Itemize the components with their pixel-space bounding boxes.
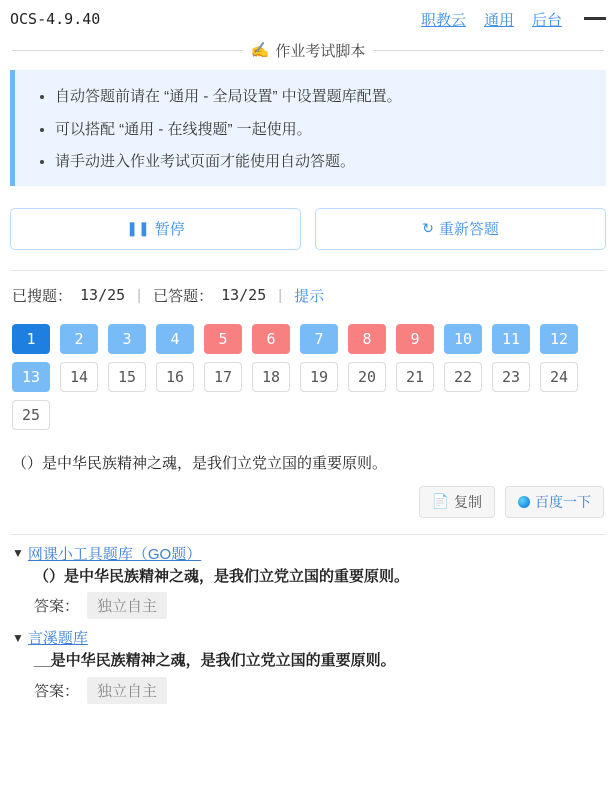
- answer-source-name[interactable]: 言溪题库: [27, 630, 88, 648]
- restart-button-label: 重新答题: [438, 221, 499, 238]
- answer-source-question: （）是中华民族精神之魂，是我们立党立国的重要原则。: [34, 567, 410, 585]
- pause-icon: ❚❚: [126, 220, 150, 236]
- pencil-icon: ✍: [250, 42, 270, 59]
- nav-link-general[interactable]: 通用: [483, 11, 514, 29]
- question-number-button[interactable]: 23: [492, 362, 530, 392]
- app-version-label: OCS-4.9.40: [10, 10, 101, 28]
- answer-row: [34, 677, 604, 704]
- answer-source-header[interactable]: [12, 543, 604, 564]
- question-number-button[interactable]: 21: [396, 362, 434, 392]
- caret-down-icon[interactable]: ▼: [12, 630, 24, 645]
- answer-source-name[interactable]: 网课小工具题库（GO题）: [27, 545, 202, 563]
- copy-button[interactable]: [419, 486, 495, 518]
- question-number-button[interactable]: 5: [204, 324, 242, 354]
- question-number-button[interactable]: 9: [396, 324, 434, 354]
- answer-row: [34, 592, 604, 619]
- copy-button-label: 复制: [454, 493, 482, 510]
- section-title-label: 作业考试脚本: [275, 42, 366, 60]
- question-number-button[interactable]: 8: [348, 324, 386, 354]
- answer-label: 答案：: [34, 598, 80, 616]
- notice-box: [10, 70, 606, 186]
- searched-value: 13/25: [80, 286, 126, 304]
- answer-label: 答案：: [34, 683, 80, 700]
- divider-left: [12, 50, 243, 51]
- question-number-button[interactable]: 13: [12, 362, 50, 392]
- nav-link-backend[interactable]: 后台: [531, 11, 562, 29]
- answer-source-question: __是中华民族精神之魂，是我们立党立国的重要原则。: [34, 652, 396, 670]
- question-number-button[interactable]: 20: [348, 362, 386, 392]
- copy-icon: 📄: [431, 493, 449, 509]
- progress-stats: [12, 285, 604, 306]
- header-nav: [421, 9, 606, 30]
- question-number-button[interactable]: 18: [252, 362, 290, 392]
- question-number-button[interactable]: 25: [12, 400, 50, 430]
- question-number-button[interactable]: 6: [252, 324, 290, 354]
- divider: [10, 534, 606, 535]
- header-bar: [0, 0, 616, 34]
- question-number-button[interactable]: 15: [108, 362, 146, 392]
- caret-down-icon[interactable]: ▼: [12, 546, 24, 560]
- refresh-icon: ↻: [422, 220, 434, 236]
- question-number-button[interactable]: 3: [108, 324, 146, 354]
- pause-button-label: 暂停: [154, 221, 185, 238]
- notice-item: • 可以搭配 “通用 - 在线搜题” 一起使用。: [55, 119, 592, 142]
- question-number-button[interactable]: 4: [156, 324, 194, 354]
- question-number-button[interactable]: 7: [300, 324, 338, 354]
- section-title-text: [251, 40, 366, 61]
- nav-link-zhijiaoyun[interactable]: 职教云: [420, 11, 466, 29]
- divider-right: [373, 50, 604, 51]
- baidu-button-label: 百度一下: [535, 493, 591, 510]
- action-button-row: [10, 208, 606, 250]
- notice-list: [21, 86, 592, 174]
- answer-value[interactable]: 独立自主: [87, 592, 167, 619]
- answer-source: [12, 627, 604, 704]
- tip-link[interactable]: 提示: [294, 287, 325, 305]
- question-number-button[interactable]: 10: [444, 324, 482, 354]
- question-number-button[interactable]: 12: [540, 324, 578, 354]
- section-title: [0, 34, 616, 64]
- question-number-button[interactable]: 22: [444, 362, 482, 392]
- answer-value[interactable]: 独立自主: [87, 677, 167, 704]
- searched-label: 已搜题：: [12, 287, 73, 305]
- notice-item: • 自动答题前请在 “通用 - 全局设置” 中设置题库配置。: [55, 86, 592, 109]
- question-number-button[interactable]: 14: [60, 362, 98, 392]
- question-number-button[interactable]: 24: [540, 362, 578, 392]
- baidu-dot-icon: [518, 496, 530, 508]
- restart-answer-button[interactable]: [315, 208, 606, 250]
- answer-source-header[interactable]: [12, 627, 604, 648]
- question-number-button[interactable]: 11: [492, 324, 530, 354]
- pause-button[interactable]: [10, 208, 301, 250]
- divider: [10, 270, 606, 271]
- baidu-search-button[interactable]: [505, 486, 604, 518]
- question-number-grid: [12, 324, 604, 430]
- question-number-button[interactable]: 19: [300, 362, 338, 392]
- question-action-row: [12, 486, 604, 518]
- question-number-button[interactable]: 2: [60, 324, 98, 354]
- notice-item: • 请手动进入作业考试页面才能使用自动答题。: [55, 151, 592, 174]
- stats-separator: |: [278, 286, 283, 304]
- minimize-icon[interactable]: [584, 17, 606, 20]
- question-number-button[interactable]: 16: [156, 362, 194, 392]
- question-number-button[interactable]: 1: [12, 324, 50, 354]
- answered-label: 已答题：: [153, 287, 214, 305]
- answered-value: 13/25: [221, 286, 267, 304]
- answer-source: [12, 543, 604, 620]
- question-number-button[interactable]: 17: [204, 362, 242, 392]
- current-question-text: （）是中华民族精神之魂，是我们立党立国的重要原则。: [12, 454, 388, 472]
- stats-separator: |: [137, 286, 142, 304]
